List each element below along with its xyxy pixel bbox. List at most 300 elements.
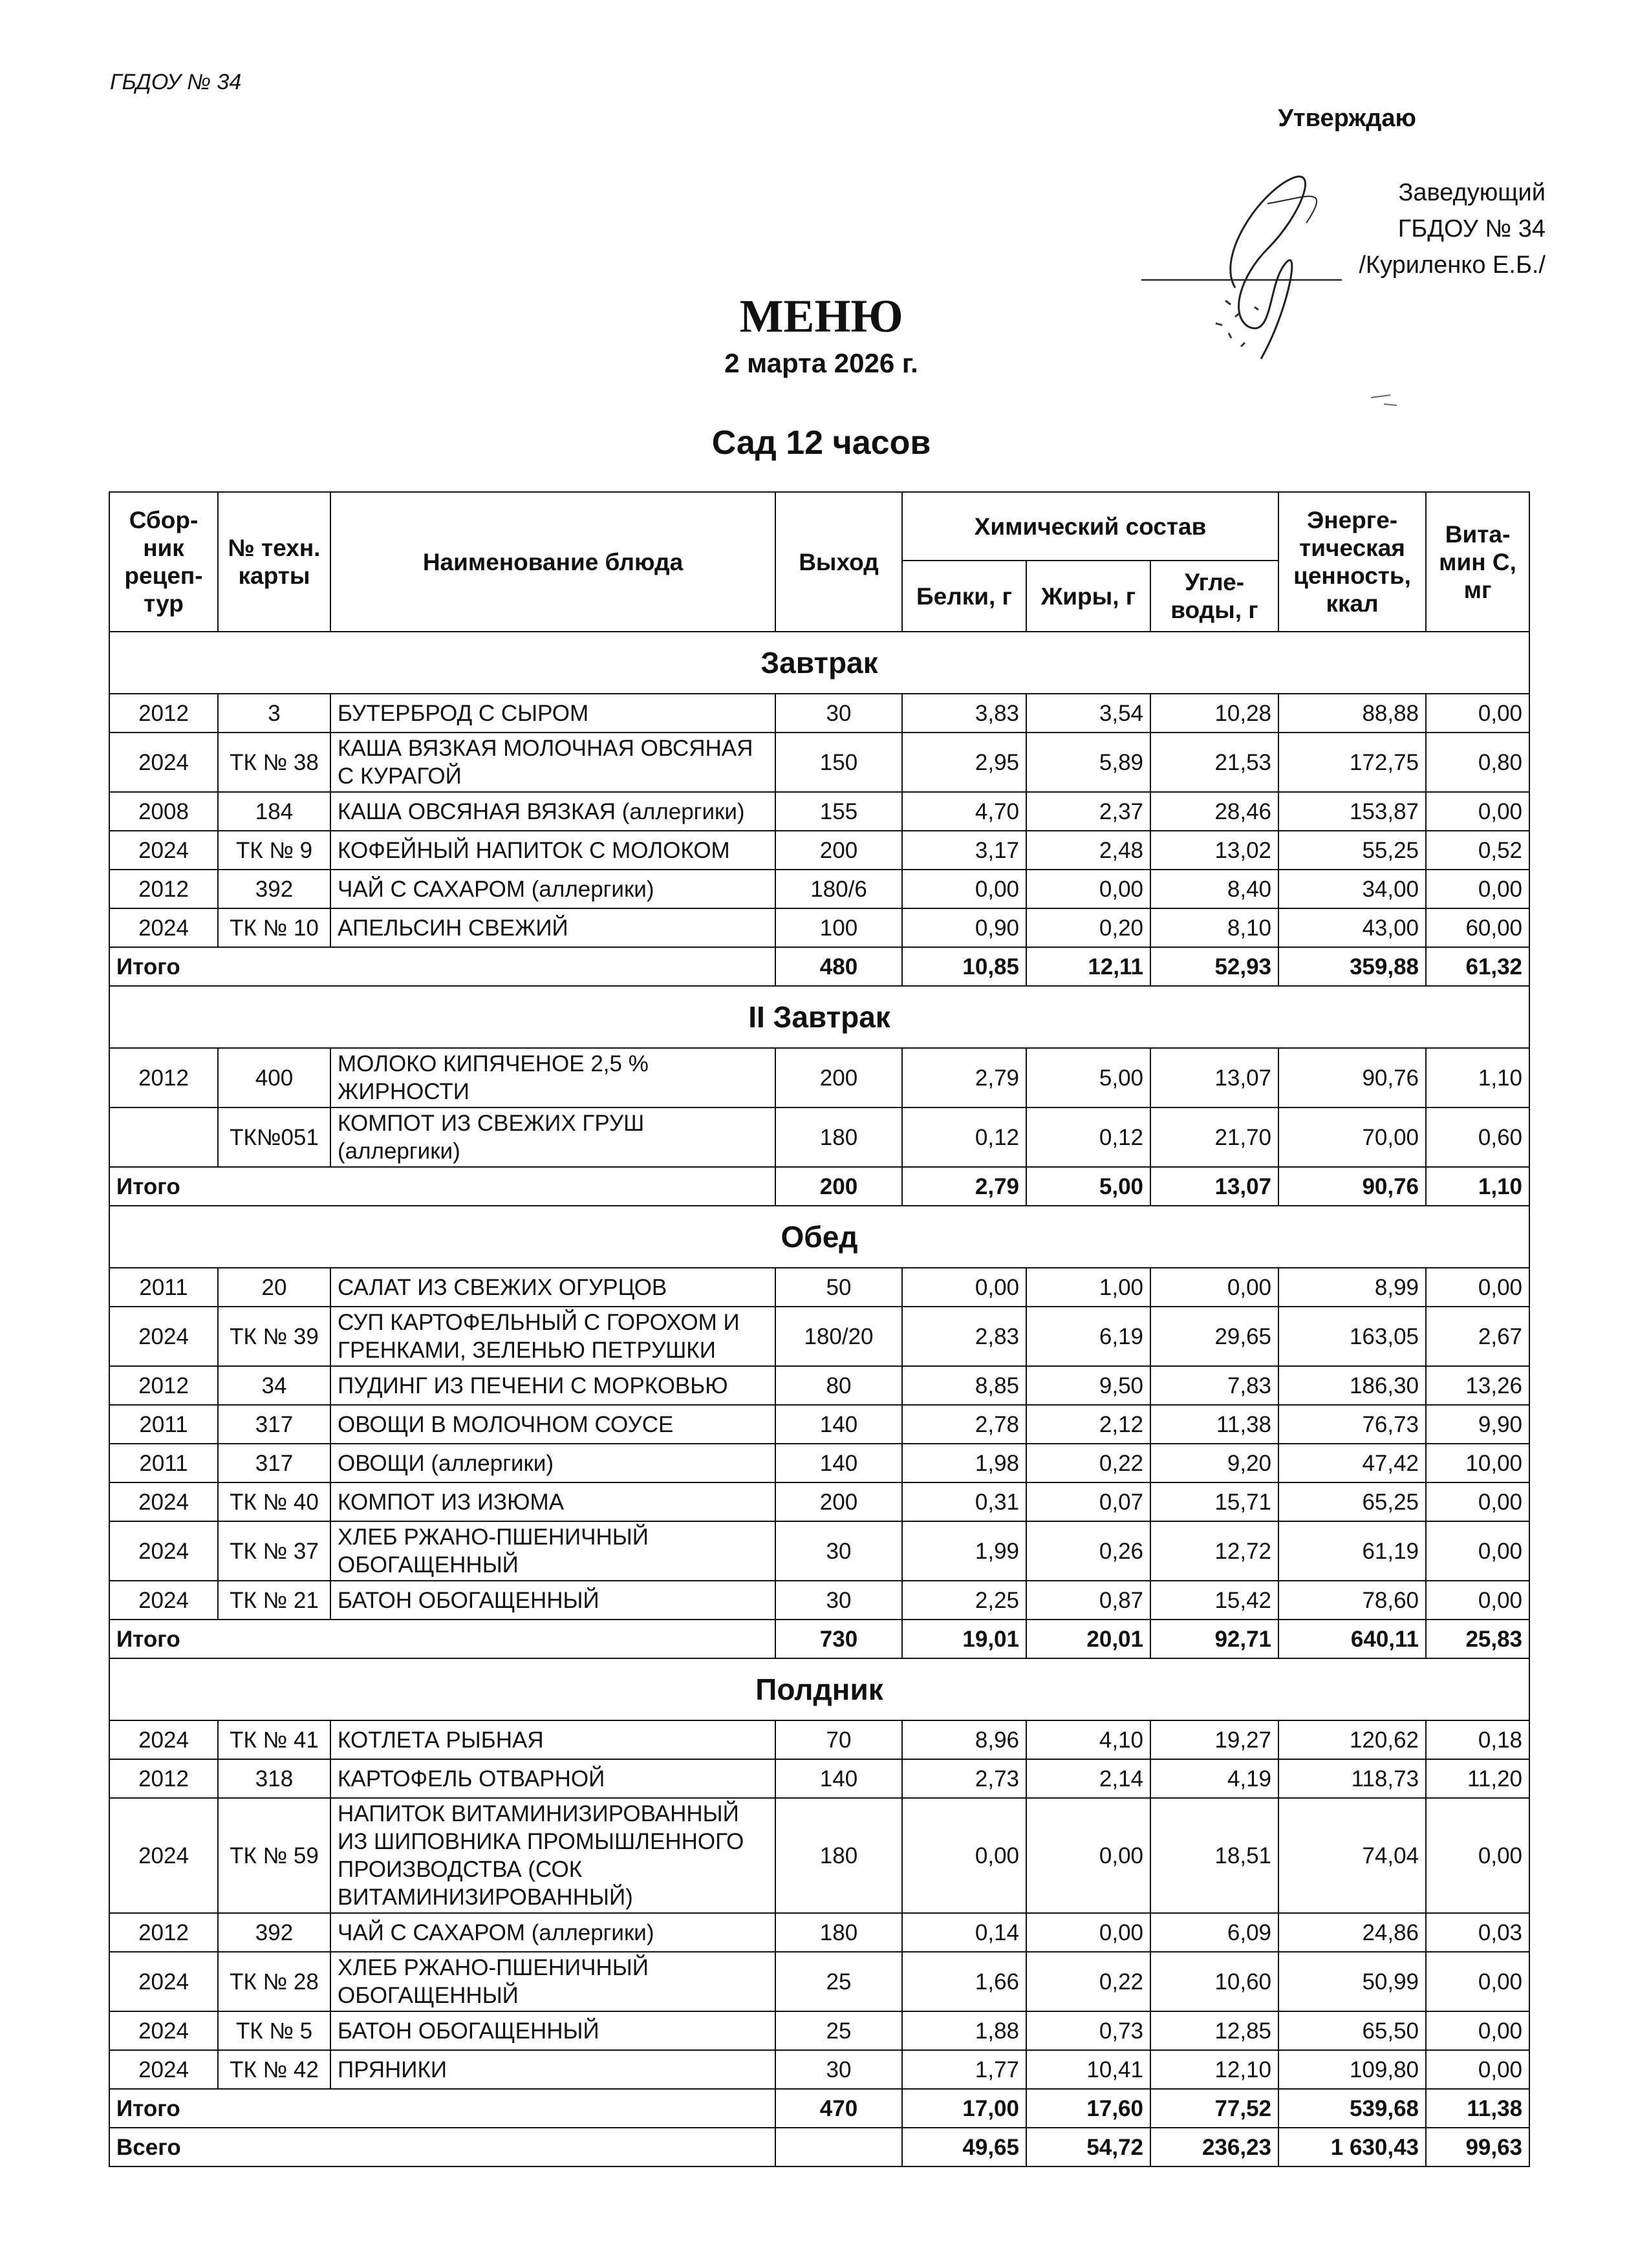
fats-cell: 0,26 <box>1026 1521 1150 1581</box>
table-body <box>109 632 1529 2166</box>
dish-cell: ОВОЩИ (аллергики) <box>330 1444 775 1482</box>
output-cell: 30 <box>775 694 902 733</box>
section-header <box>109 1658 1529 1720</box>
energy-cell: 153,87 <box>1278 792 1426 831</box>
carbs-cell: 8,40 <box>1150 870 1278 908</box>
card-cell: ТК № 9 <box>218 831 330 870</box>
output-cell: 140 <box>775 1759 902 1798</box>
carbs-cell: 11,38 <box>1150 1405 1278 1444</box>
proteins-cell: 8,96 <box>902 1720 1026 1759</box>
carbs-cell: 7,83 <box>1150 1366 1278 1405</box>
carbs-cell: 12,10 <box>1150 2050 1278 2089</box>
dish-cell: КОТЛЕТА РЫБНАЯ <box>330 1720 775 1759</box>
proteins-cell: 2,83 <box>902 1307 1026 1366</box>
table-row <box>109 1952 1529 2011</box>
collection-cell: 2008 <box>109 792 218 831</box>
fats-cell: 17,60 <box>1026 2089 1150 2128</box>
collection-cell: 2024 <box>109 1307 218 1366</box>
carbs-cell: 12,72 <box>1150 1521 1278 1581</box>
fats-cell: 0,00 <box>1026 870 1150 908</box>
fats-cell: 1,00 <box>1026 1268 1150 1307</box>
total-row <box>109 1620 1529 1658</box>
carbs-cell: 10,28 <box>1150 694 1278 733</box>
collection-cell: 2012 <box>109 1913 218 1952</box>
dish-cell: КАРТОФЕЛЬ ОТВАРНОЙ <box>330 1759 775 1798</box>
fats-cell: 0,22 <box>1026 1952 1150 2011</box>
energy-cell: 186,30 <box>1278 1366 1426 1405</box>
output-cell: 200 <box>775 1482 902 1521</box>
carbs-cell: 13,02 <box>1150 831 1278 870</box>
fats-cell: 0,07 <box>1026 1482 1150 1521</box>
carbs-cell: 21,70 <box>1150 1107 1278 1167</box>
vitamin-cell: 2,67 <box>1426 1307 1529 1366</box>
fats-cell: 10,41 <box>1026 2050 1150 2089</box>
total-label: Итого <box>109 1620 775 1658</box>
card-cell: ТК № 38 <box>218 733 330 792</box>
proteins-cell: 1,77 <box>902 2050 1026 2089</box>
col-card: № техн. карты <box>218 492 330 632</box>
col-proteins: Белки, г <box>902 561 1026 632</box>
proteins-cell: 19,01 <box>902 1620 1026 1658</box>
proteins-cell: 0,00 <box>902 1268 1026 1307</box>
energy-cell: 539,68 <box>1278 2089 1426 2128</box>
vitamin-cell: 11,20 <box>1426 1759 1529 1798</box>
carbs-cell: 18,51 <box>1150 1798 1278 1913</box>
col-energy: Энерге-тическая ценность, ккал <box>1278 492 1426 632</box>
dish-cell: ЧАЙ С САХАРОМ (аллергики) <box>330 1913 775 1952</box>
vitamin-cell: 0,00 <box>1426 694 1529 733</box>
proteins-cell: 2,95 <box>902 733 1026 792</box>
collection-cell: 2024 <box>109 733 218 792</box>
collection-cell: 2024 <box>109 908 218 947</box>
carbs-cell: 21,53 <box>1150 733 1278 792</box>
fats-cell: 0,20 <box>1026 908 1150 947</box>
fats-cell: 12,11 <box>1026 947 1150 986</box>
col-dish: Наименование блюда <box>330 492 775 632</box>
collection-cell: 2011 <box>109 1444 218 1482</box>
output-cell <box>775 2128 902 2166</box>
collection-cell: 2024 <box>109 831 218 870</box>
col-output: Выход <box>775 492 902 632</box>
menu-subtitle: Сад 12 часов <box>711 424 931 462</box>
col-fats: Жиры, г <box>1026 561 1150 632</box>
energy-cell: 88,88 <box>1278 694 1426 733</box>
card-cell: ТК № 41 <box>218 1720 330 1759</box>
energy-cell: 43,00 <box>1278 908 1426 947</box>
card-cell: ТК № 59 <box>218 1798 330 1913</box>
table-row <box>109 1521 1529 1581</box>
output-cell: 470 <box>775 2089 902 2128</box>
carbs-cell: 8,10 <box>1150 908 1278 947</box>
carbs-cell: 236,23 <box>1150 2128 1278 2166</box>
energy-cell: 1 630,43 <box>1278 2128 1426 2166</box>
energy-cell: 640,11 <box>1278 1620 1426 1658</box>
table-row <box>109 733 1529 792</box>
collection-cell: 2024 <box>109 1521 218 1581</box>
carbs-cell: 28,46 <box>1150 792 1278 831</box>
energy-cell: 74,04 <box>1278 1798 1426 1913</box>
dish-cell: ХЛЕБ РЖАНО-ПШЕНИЧНЫЙ ОБОГАЩЕННЫЙ <box>330 1521 775 1581</box>
table-row <box>109 2011 1529 2050</box>
col-chem: Химический состав <box>902 492 1278 561</box>
collection-cell: 2011 <box>109 1268 218 1307</box>
energy-cell: 8,99 <box>1278 1268 1426 1307</box>
dish-cell: ПУДИНГ ИЗ ПЕЧЕНИ С МОРКОВЬЮ <box>330 1366 775 1405</box>
vitamin-cell: 0,80 <box>1426 733 1529 792</box>
output-cell: 25 <box>775 2011 902 2050</box>
vitamin-cell: 0,00 <box>1426 792 1529 831</box>
col-collection: Сбор-ник рецеп-тур <box>109 492 218 632</box>
section-title: II Завтрак <box>109 986 1529 1048</box>
dish-cell: БАТОН ОБОГАЩЕННЫЙ <box>330 1581 775 1620</box>
output-cell: 200 <box>775 1048 902 1107</box>
grand-total-label: Всего <box>109 2128 775 2166</box>
fats-cell: 3,54 <box>1026 694 1150 733</box>
vitamin-cell: 0,00 <box>1426 2011 1529 2050</box>
fats-cell: 5,89 <box>1026 733 1150 792</box>
carbs-cell: 15,71 <box>1150 1482 1278 1521</box>
card-cell: 317 <box>218 1444 330 1482</box>
section-header <box>109 1206 1529 1268</box>
approver-org: ГБДОУ № 34 <box>1397 215 1546 242</box>
vitamin-cell: 10,00 <box>1426 1444 1529 1482</box>
table-row <box>109 1307 1529 1366</box>
energy-cell: 163,05 <box>1278 1307 1426 1366</box>
card-cell: ТК № 37 <box>218 1521 330 1581</box>
total-row <box>109 1167 1529 1206</box>
table-row <box>109 1720 1529 1759</box>
card-cell: 34 <box>218 1366 330 1405</box>
energy-cell: 172,75 <box>1278 733 1426 792</box>
energy-cell: 78,60 <box>1278 1581 1426 1620</box>
vitamin-cell: 0,00 <box>1426 1581 1529 1620</box>
dish-cell: ПРЯНИКИ <box>330 2050 775 2089</box>
output-cell: 180 <box>775 1913 902 1952</box>
total-label: Итого <box>109 1167 775 1206</box>
output-cell: 730 <box>775 1620 902 1658</box>
vitamin-cell: 61,32 <box>1426 947 1529 986</box>
collection-cell: 2012 <box>109 1759 218 1798</box>
fats-cell: 5,00 <box>1026 1167 1150 1206</box>
carbs-cell: 92,71 <box>1150 1620 1278 1658</box>
card-cell: ТК № 28 <box>218 1952 330 2011</box>
vitamin-cell: 0,00 <box>1426 1798 1529 1913</box>
vitamin-cell: 60,00 <box>1426 908 1529 947</box>
fats-cell: 0,00 <box>1026 1913 1150 1952</box>
dish-cell: СУП КАРТОФЕЛЬНЫЙ С ГОРОХОМ И ГРЕНКАМИ, ЗЕЛЕНЬЮ ПЕТРУШКИ <box>330 1307 775 1366</box>
fats-cell: 0,12 <box>1026 1107 1150 1167</box>
carbs-cell: 13,07 <box>1150 1167 1278 1206</box>
proteins-cell: 17,00 <box>902 2089 1026 2128</box>
table-row <box>109 2050 1529 2089</box>
output-cell: 80 <box>775 1366 902 1405</box>
output-cell: 70 <box>775 1720 902 1759</box>
collection-cell: 2024 <box>109 1482 218 1521</box>
signature-icon <box>1138 165 1423 423</box>
proteins-cell: 49,65 <box>902 2128 1026 2166</box>
proteins-cell: 4,70 <box>902 792 1026 831</box>
table-row <box>109 694 1529 733</box>
carbs-cell: 4,19 <box>1150 1759 1278 1798</box>
proteins-cell: 2,79 <box>902 1167 1026 1206</box>
table-header <box>109 492 1529 632</box>
collection-cell: 2012 <box>109 694 218 733</box>
energy-cell: 47,42 <box>1278 1444 1426 1482</box>
vitamin-cell: 0,00 <box>1426 1521 1529 1581</box>
card-cell: ТК № 40 <box>218 1482 330 1521</box>
energy-cell: 70,00 <box>1278 1107 1426 1167</box>
table-row <box>109 1107 1529 1167</box>
fats-cell: 4,10 <box>1026 1720 1150 1759</box>
vitamin-cell: 0,00 <box>1426 1952 1529 2011</box>
collection-cell: 2012 <box>109 870 218 908</box>
dish-cell: НАПИТОК ВИТАМИНИЗИРОВАННЫЙ ИЗ ШИПОВНИКА ПРОМЫШЛЕННОГО ПРОИЗВОДСТВА (СОК ВИТАМИНИЗИРОВАННЫЙ) <box>330 1798 775 1913</box>
card-cell: ТК № 42 <box>218 2050 330 2089</box>
proteins-cell: 0,00 <box>902 1798 1026 1913</box>
total-row <box>109 2089 1529 2128</box>
fats-cell: 0,00 <box>1026 1798 1150 1913</box>
collection-cell: 2024 <box>109 2011 218 2050</box>
table-row <box>109 831 1529 870</box>
fats-cell: 0,73 <box>1026 2011 1150 2050</box>
card-cell: 318 <box>218 1759 330 1798</box>
output-cell: 180/6 <box>775 870 902 908</box>
carbs-cell: 12,85 <box>1150 2011 1278 2050</box>
proteins-cell: 3,83 <box>902 694 1026 733</box>
total-label: Итого <box>109 947 775 986</box>
proteins-cell: 3,17 <box>902 831 1026 870</box>
carbs-cell: 6,09 <box>1150 1913 1278 1952</box>
output-cell: 180/20 <box>775 1307 902 1366</box>
energy-cell: 65,50 <box>1278 2011 1426 2050</box>
carbs-cell: 13,07 <box>1150 1048 1278 1107</box>
card-cell: 3 <box>218 694 330 733</box>
fats-cell: 9,50 <box>1026 1366 1150 1405</box>
card-cell: 400 <box>218 1048 330 1107</box>
table-row <box>109 1444 1529 1482</box>
dish-cell: БАТОН ОБОГАЩЕННЫЙ <box>330 2011 775 2050</box>
output-cell: 140 <box>775 1444 902 1482</box>
vitamin-cell: 11,38 <box>1426 2089 1529 2128</box>
vitamin-cell: 0,03 <box>1426 1913 1529 1952</box>
vitamin-cell: 13,26 <box>1426 1366 1529 1405</box>
fats-cell: 2,12 <box>1026 1405 1150 1444</box>
carbs-cell: 15,42 <box>1150 1581 1278 1620</box>
card-cell: ТК № 10 <box>218 908 330 947</box>
proteins-cell: 1,99 <box>902 1521 1026 1581</box>
energy-cell: 109,80 <box>1278 2050 1426 2089</box>
dish-cell: КОФЕЙНЫЙ НАПИТОК С МОЛОКОМ <box>330 831 775 870</box>
energy-cell: 50,99 <box>1278 1952 1426 2011</box>
output-cell: 30 <box>775 1581 902 1620</box>
table-row <box>109 870 1529 908</box>
energy-cell: 90,76 <box>1278 1167 1426 1206</box>
vitamin-cell: 0,00 <box>1426 870 1529 908</box>
output-cell: 25 <box>775 1952 902 2011</box>
table-row <box>109 1268 1529 1307</box>
proteins-cell: 1,66 <box>902 1952 1026 2011</box>
output-cell: 140 <box>775 1405 902 1444</box>
dish-cell: ОВОЩИ В МОЛОЧНОМ СОУСЕ <box>330 1405 775 1444</box>
fats-cell: 2,37 <box>1026 792 1150 831</box>
table-row <box>109 1798 1529 1913</box>
fats-cell: 54,72 <box>1026 2128 1150 2166</box>
table-row <box>109 1482 1529 1521</box>
output-cell: 180 <box>775 1107 902 1167</box>
carbs-cell: 9,20 <box>1150 1444 1278 1482</box>
output-cell: 480 <box>775 947 902 986</box>
col-carbs: Угле-воды, г <box>1150 561 1278 632</box>
approver-position: Заведующий <box>1398 179 1546 206</box>
output-cell: 155 <box>775 792 902 831</box>
vitamin-cell: 0,52 <box>1426 831 1529 870</box>
output-cell: 180 <box>775 1798 902 1913</box>
page-title: МЕНЮ <box>739 290 903 342</box>
collection-cell: 2024 <box>109 1798 218 1913</box>
output-cell: 200 <box>775 1167 902 1206</box>
energy-cell: 24,86 <box>1278 1913 1426 1952</box>
card-cell: 20 <box>218 1268 330 1307</box>
proteins-cell: 1,88 <box>902 2011 1026 2050</box>
collection-cell: 2024 <box>109 1720 218 1759</box>
menu-table <box>109 491 1530 2167</box>
energy-cell: 90,76 <box>1278 1048 1426 1107</box>
total-row <box>109 947 1529 986</box>
vitamin-cell: 0,00 <box>1426 1482 1529 1521</box>
grand-total-row <box>109 2128 1529 2166</box>
table-row <box>109 1581 1529 1620</box>
table-row <box>109 1405 1529 1444</box>
card-cell: 317 <box>218 1405 330 1444</box>
vitamin-cell: 99,63 <box>1426 2128 1529 2166</box>
table-row <box>109 792 1529 831</box>
output-cell: 200 <box>775 831 902 870</box>
output-cell: 150 <box>775 733 902 792</box>
dish-cell: АПЕЛЬСИН СВЕЖИЙ <box>330 908 775 947</box>
card-cell: ТК№051 <box>218 1107 330 1167</box>
fats-cell: 0,22 <box>1026 1444 1150 1482</box>
proteins-cell: 0,90 <box>902 908 1026 947</box>
proteins-cell: 1,98 <box>902 1444 1026 1482</box>
card-cell: ТК № 39 <box>218 1307 330 1366</box>
section-header <box>109 632 1529 694</box>
collection-cell: 2024 <box>109 1581 218 1620</box>
carbs-cell: 52,93 <box>1150 947 1278 986</box>
dish-cell: КОМПОТ ИЗ ИЗЮМА <box>330 1482 775 1521</box>
card-cell: 392 <box>218 1913 330 1952</box>
energy-cell: 359,88 <box>1278 947 1426 986</box>
table-row <box>109 1048 1529 1107</box>
output-cell: 50 <box>775 1268 902 1307</box>
vitamin-cell: 0,00 <box>1426 2050 1529 2089</box>
collection-cell: 2024 <box>109 1952 218 2011</box>
table-row <box>109 908 1529 947</box>
collection-cell <box>109 1107 218 1167</box>
proteins-cell: 2,25 <box>902 1581 1026 1620</box>
fats-cell: 20,01 <box>1026 1620 1150 1658</box>
dish-cell: КАША ОВСЯНАЯ ВЯЗКАЯ (аллергики) <box>330 792 775 831</box>
proteins-cell: 0,31 <box>902 1482 1026 1521</box>
menu-date: 2 марта 2026 г. <box>724 348 918 378</box>
proteins-cell: 2,79 <box>902 1048 1026 1107</box>
carbs-cell: 29,65 <box>1150 1307 1278 1366</box>
dish-cell: БУТЕРБРОД С СЫРОМ <box>330 694 775 733</box>
vitamin-cell: 0,60 <box>1426 1107 1529 1167</box>
output-cell: 100 <box>775 908 902 947</box>
vitamin-cell: 1,10 <box>1426 1048 1529 1107</box>
proteins-cell: 2,78 <box>902 1405 1026 1444</box>
section-title: Обед <box>109 1206 1529 1268</box>
approval-label: Утверждаю <box>1278 105 1416 132</box>
energy-cell: 118,73 <box>1278 1759 1426 1798</box>
collection-cell: 2024 <box>109 2050 218 2089</box>
energy-cell: 65,25 <box>1278 1482 1426 1521</box>
dish-cell: КОМПОТ ИЗ СВЕЖИХ ГРУШ (аллергики) <box>330 1107 775 1167</box>
card-cell: 392 <box>218 870 330 908</box>
table-row <box>109 1366 1529 1405</box>
dish-cell: ЧАЙ С САХАРОМ (аллергики) <box>330 870 775 908</box>
vitamin-cell: 0,00 <box>1426 1268 1529 1307</box>
card-cell: ТК № 5 <box>218 2011 330 2050</box>
total-label: Итого <box>109 2089 775 2128</box>
organization-label: ГБДОУ № 34 <box>110 70 242 94</box>
vitamin-cell: 1,10 <box>1426 1167 1529 1206</box>
approver-name: /Куриленко Е.Б./ <box>1359 251 1546 279</box>
table-row <box>109 1913 1529 1952</box>
carbs-cell: 0,00 <box>1150 1268 1278 1307</box>
dish-cell: КАША ВЯЗКАЯ МОЛОЧНАЯ ОВСЯНАЯ С КУРАГОЙ <box>330 733 775 792</box>
proteins-cell: 2,73 <box>902 1759 1026 1798</box>
output-cell: 30 <box>775 2050 902 2089</box>
proteins-cell: 0,00 <box>902 870 1026 908</box>
proteins-cell: 8,85 <box>902 1366 1026 1405</box>
card-cell: 184 <box>218 792 330 831</box>
table-row <box>109 1759 1529 1798</box>
dish-cell: МОЛОКО КИПЯЧЕНОЕ 2,5 % ЖИРНОСТИ <box>330 1048 775 1107</box>
energy-cell: 120,62 <box>1278 1720 1426 1759</box>
carbs-cell: 77,52 <box>1150 2089 1278 2128</box>
energy-cell: 55,25 <box>1278 831 1426 870</box>
proteins-cell: 0,14 <box>902 1913 1026 1952</box>
card-cell: ТК № 21 <box>218 1581 330 1620</box>
collection-cell: 2011 <box>109 1405 218 1444</box>
vitamin-cell: 0,18 <box>1426 1720 1529 1759</box>
energy-cell: 76,73 <box>1278 1405 1426 1444</box>
collection-cell: 2012 <box>109 1048 218 1107</box>
vitamin-cell: 9,90 <box>1426 1405 1529 1444</box>
fats-cell: 5,00 <box>1026 1048 1150 1107</box>
section-header <box>109 986 1529 1048</box>
carbs-cell: 19,27 <box>1150 1720 1278 1759</box>
dish-cell: САЛАТ ИЗ СВЕЖИХ ОГУРЦОВ <box>330 1268 775 1307</box>
carbs-cell: 10,60 <box>1150 1952 1278 2011</box>
dish-cell: ХЛЕБ РЖАНО-ПШЕНИЧНЫЙ ОБОГАЩЕННЫЙ <box>330 1952 775 2011</box>
energy-cell: 61,19 <box>1278 1521 1426 1581</box>
fats-cell: 6,19 <box>1026 1307 1150 1366</box>
collection-cell: 2012 <box>109 1366 218 1405</box>
col-vitamin: Вита-мин С, мг <box>1426 492 1529 632</box>
proteins-cell: 0,12 <box>902 1107 1026 1167</box>
energy-cell: 34,00 <box>1278 870 1426 908</box>
fats-cell: 2,48 <box>1026 831 1150 870</box>
fats-cell: 0,87 <box>1026 1581 1150 1620</box>
section-title: Завтрак <box>109 632 1529 694</box>
fats-cell: 2,14 <box>1026 1759 1150 1798</box>
section-title: Полдник <box>109 1658 1529 1720</box>
proteins-cell: 10,85 <box>902 947 1026 986</box>
vitamin-cell: 25,83 <box>1426 1620 1529 1658</box>
output-cell: 30 <box>775 1521 902 1581</box>
